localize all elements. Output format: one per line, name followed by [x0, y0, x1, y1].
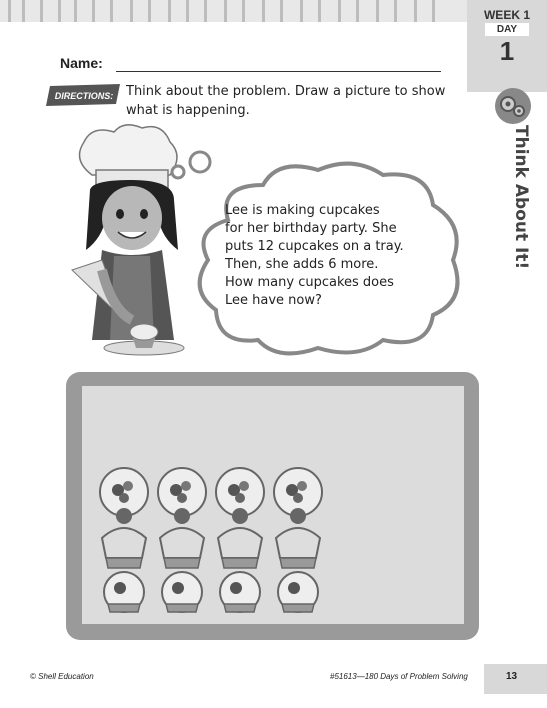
problem-line: Then, she adds 6 more. [225, 257, 379, 272]
cupcake-small [104, 572, 144, 612]
cupcake-side [160, 528, 204, 568]
cupcake-small [278, 572, 318, 612]
footer-copyright: © Shell Education [30, 672, 94, 681]
cupcake-top [158, 468, 206, 524]
footer-book-title: #51613—180 Days of Problem Solving [330, 672, 468, 681]
directions-badge-text: DIRECTIONS: [54, 91, 114, 101]
cupcake-side [102, 528, 146, 568]
day-number: 1 [499, 36, 515, 66]
day-label: DAY [485, 23, 529, 36]
name-field[interactable] [116, 71, 441, 72]
name-label: Name: [60, 55, 103, 71]
cupcake-top [274, 468, 322, 524]
cupcake-small [220, 572, 260, 612]
problem-text [225, 202, 465, 310]
problem-line: puts 12 cupcakes on a tray. [225, 239, 404, 254]
top-border [0, 0, 547, 22]
problem-line: How many cupcakes does [225, 275, 394, 290]
side-title-text: Think About It! [511, 125, 531, 270]
page-number: 13 [505, 671, 518, 682]
cupcake-top [216, 468, 264, 524]
directions-text: Think about the problem. Draw a picture to show what is happening. [126, 84, 446, 118]
side-title [495, 125, 540, 275]
cupcakes-illustration [98, 466, 338, 616]
directions-badge [46, 84, 122, 106]
week-day-tab [467, 0, 547, 92]
cupcake-side [218, 528, 262, 568]
week-label: WEEK 1 [483, 8, 530, 22]
cupcake-small [162, 572, 202, 612]
gears-icon [493, 86, 533, 126]
problem-line: for her birthday party. She [225, 221, 397, 236]
problem-line: Lee have now? [225, 293, 322, 308]
cupcake-side [276, 528, 320, 568]
cupcake-top [100, 468, 148, 524]
problem-line: Lee is making cupcakes [225, 203, 380, 218]
